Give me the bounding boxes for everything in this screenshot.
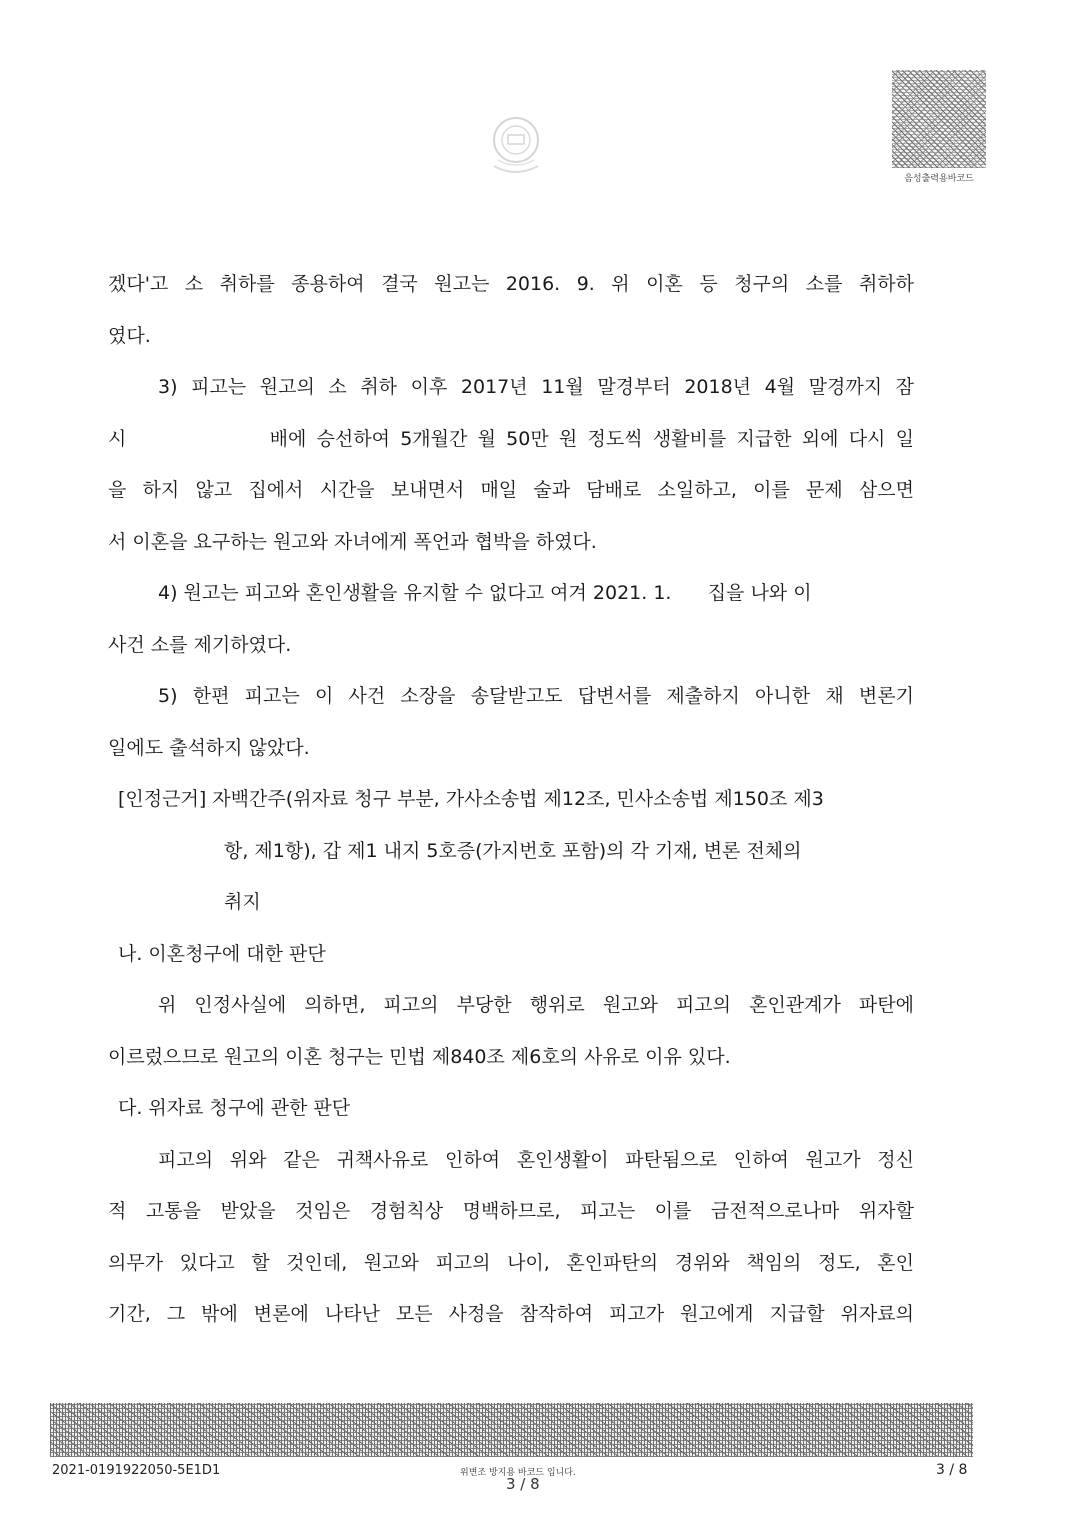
body-line: 이르렀으므로 원고의 이혼 청구는 민법 제840조 제6호의 사유로 이유 있다. — [108, 1045, 731, 1068]
evidence-line: 항, 제1항), 갑 제1 내지 5호증(가지번호 포함)의 각 기재, 변론 전체의 — [224, 839, 802, 862]
court-seal-icon — [476, 104, 556, 184]
evidence-line: 취지 — [224, 891, 261, 913]
body-line: 기간, 그 밖에 변론에 나타난 모든 사정을 참작하여 피고가 원고에게 지급할 위자료의 — [108, 1303, 914, 1325]
body-line: 적 고통을 받았을 것임은 경험칙상 명백하므로, 피고는 이를 금전적으로나마 위자할 — [108, 1200, 914, 1222]
evidence-line: [인정근거] 자백간주(위자료 청구 부분, 가사소송법 제12조, 민사소송법 제150조 제3 — [118, 788, 824, 810]
body-line: 을 하지 않고 집에서 시간을 보내면서 매일 술과 담배로 소일하고, 이를 문제 삼으면 — [108, 479, 914, 501]
body-line: 겠다'고 소 취하를 종용하여 결국 원고는 2016. 9. 위 이혼 등 청구의 소를 취하하 — [108, 273, 914, 295]
qr-code-icon — [892, 70, 986, 168]
page-number-right: 3 / 8 — [936, 1462, 968, 1478]
body-line: 의무가 있다고 할 것인데, 원고와 피고의 나이, 혼인파탄의 경위와 책임의 정도, 혼인 — [108, 1251, 914, 1274]
body-line: 피고의 위와 같은 귀책사유로 인하여 혼인생활이 파탄됨으로 인하여 원고가 정신 — [158, 1148, 914, 1171]
body-line: 위 인정사실에 의하면, 피고의 부당한 행위로 원고와 피고의 혼인관계가 파탄에 — [158, 994, 914, 1016]
section-heading: 나. 이혼청구에 대한 판단 — [118, 942, 326, 965]
page-number-center: 3 / 8 — [506, 1475, 540, 1493]
barcode-note: 위변조 방지용 바코드 입니다. — [460, 1468, 576, 1478]
document-id: 2021-0191922050-5E1D1 — [52, 1463, 221, 1478]
section-heading: 다. 위자료 청구에 관한 판단 — [118, 1097, 351, 1119]
body-line: 서 이혼을 요구하는 원고와 자녀에게 폭언과 협박을 하였다. — [108, 530, 597, 553]
anti-forgery-barcode-icon — [50, 1403, 973, 1457]
body-line: 시 배에 승선하여 5개월간 월 50만 원 정도씩 생활비를 지급한 외에 다시 일 — [108, 427, 914, 450]
body-line: 였다. — [108, 324, 151, 347]
document-body — [108, 259, 914, 1341]
body-line: 사건 소를 제기하였다. — [108, 633, 292, 656]
body-line: 5) 한편 피고는 이 사건 소장을 송달받고도 답변서를 제출하지 아니한 채 변론기 — [158, 685, 914, 707]
qr-caption: 음성출력용바코드 — [904, 174, 974, 184]
body-line: 일에도 출석하지 않았다. — [108, 736, 310, 759]
body-line: 4) 원고는 피고와 혼인생활을 유지할 수 없다고 여겨 2021. 1. 집을 나와 이 — [158, 582, 812, 604]
body-line: 3) 피고는 원고의 소 취하 이후 2017년 11월 말경부터 2018년 4월 말경까지 잠 — [158, 376, 914, 398]
